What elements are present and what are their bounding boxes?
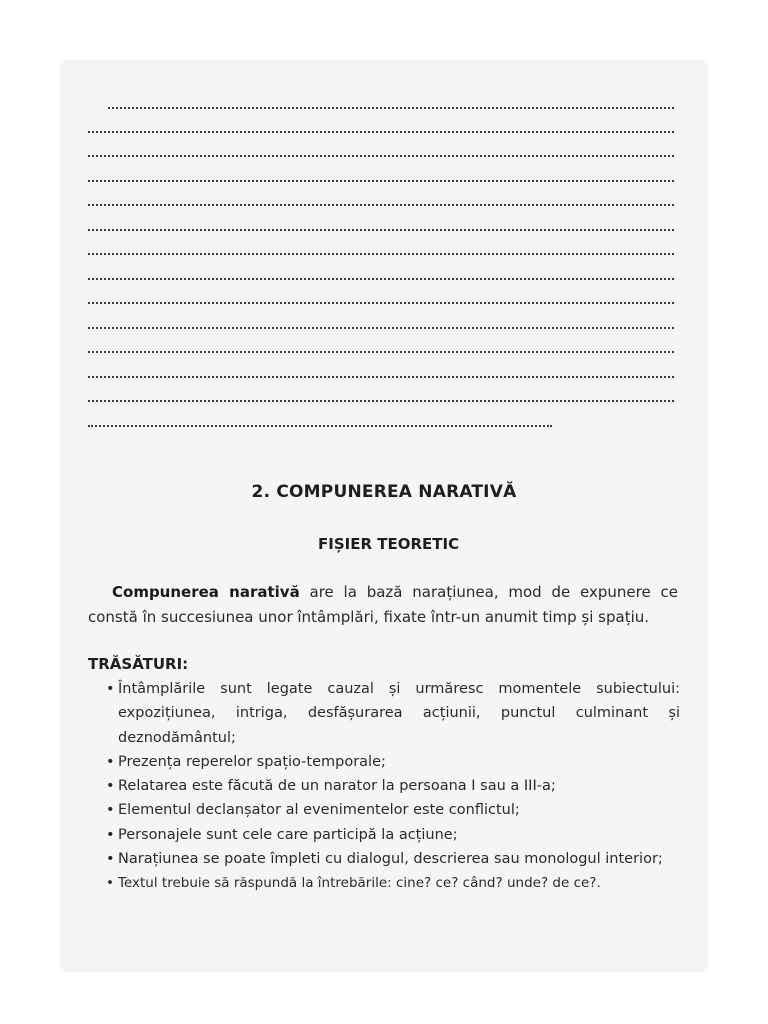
- answer-line[interactable]: [88, 229, 674, 231]
- intro-paragraph: [88, 580, 678, 630]
- answer-line[interactable]: [88, 302, 674, 304]
- answer-line[interactable]: [88, 180, 674, 182]
- list-item: • Personajele sunt cele care participă la acțiune;: [108, 823, 680, 847]
- answer-line[interactable]: [88, 253, 674, 255]
- answer-line[interactable]: [88, 351, 674, 353]
- list-item: • Relatarea este făcută de un narator la persoana I sau a III-a;: [108, 774, 680, 798]
- list-item: • Prezența reperelor spațio-temporale;: [108, 750, 680, 774]
- section-title: 2. COMPUNEREA NARATIVĂ: [251, 482, 517, 502]
- intro-term: Compunerea narativă: [112, 583, 300, 601]
- list-item: • Elementul declanșator al evenimentelor este conflictul;: [108, 798, 680, 822]
- traits-heading: TRĂSĂTURI:: [88, 655, 189, 673]
- answer-line[interactable]: [88, 327, 674, 329]
- answer-line[interactable]: [108, 107, 674, 109]
- answer-line[interactable]: [88, 425, 552, 427]
- subtitle: FIȘIER TEORETIC: [318, 535, 460, 553]
- list-item: • Întâmplările sunt legate cauzal și urmăresc momentele subiectului: expozițiunea, intriga, desfășurarea acțiunii, punctul culminant și deznodământul;: [108, 677, 680, 750]
- answer-line[interactable]: [88, 155, 674, 157]
- intro-text: are la bază narațiunea, mod de expunere ce constă în succesiunea unor întâmplări, fixate într-un anumit timp și spațiu.: [88, 583, 678, 626]
- answer-line[interactable]: [88, 278, 674, 280]
- answer-line[interactable]: [88, 204, 674, 206]
- answer-line[interactable]: [88, 400, 674, 402]
- answer-line[interactable]: [88, 376, 674, 378]
- list-item: • Textul trebuie să răspundă la întrebările: cine? ce? când? unde? de ce?.: [108, 871, 680, 895]
- list-item: • Narațiunea se poate împleti cu dialogul, descrierea sau monologul interior;: [108, 847, 680, 871]
- answer-line[interactable]: [88, 131, 674, 133]
- traits-list: [108, 677, 680, 896]
